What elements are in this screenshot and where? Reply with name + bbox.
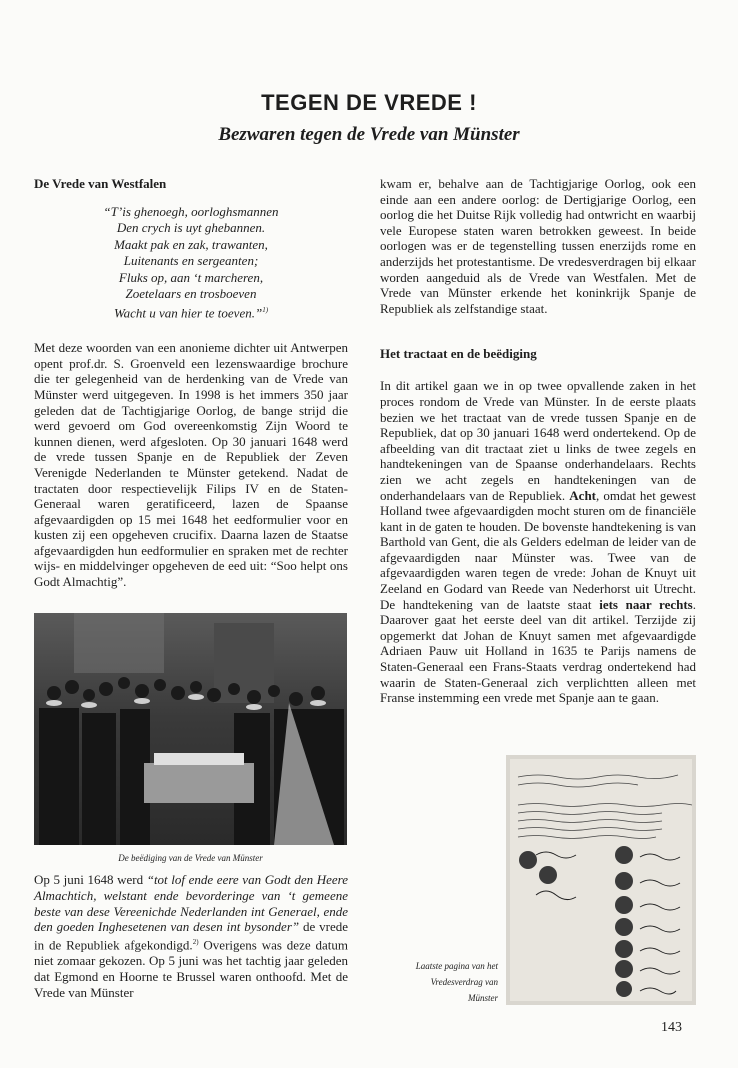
text-run: Overigens was deze datum niet zomaar gekozen. Op 5 juni was het tachtig jaar geleden dat Egmond en Hoorne te Brussel waren onthoofd. Met de Vrede van Münster <box>34 937 348 1000</box>
left-column <box>34 176 348 590</box>
quote-text: “tot lof ende eere van Godt den Heere Almachtich, welstant ende bevorderinge van ‘t gemeene beste van dese Vereenichde Nederlanden int Generael, ende den goeden Inghesetenen van desen int bysonder” <box>34 872 348 935</box>
painting-caption: De beëdiging van de Vrede van Münster <box>118 853 263 863</box>
caption-line: Münster <box>468 993 498 1003</box>
right-column <box>380 176 696 706</box>
poem-line: Zoetelaars en trosboeven <box>125 286 257 302</box>
article-subtitle: Bezwaren tegen de Vrede van Münster <box>218 124 520 145</box>
text-run: In dit artikel gaan we in op twee opvallende zaken in het proces rondom de Vrede van Münster. In de eerste plaats bezien we het tractaat van de vrede tussen Spanje en de Republiek, dat op 30 januari 1648 werd ondertekend. Op de afbeelding van dit tractaat ziet u links de twee zegels en handtekeningen van de Spaanse onderhandelaars. Rechts zien we acht zegels en handtekeningen van de onderhandelaars van de Republiek. <box>380 378 696 503</box>
westfalen-paragraph: kwam er, behalve aan de Tachtigjarige Oorlog, ook een einde aan een andere oorlog: de Dertigjarige Oorlog, een oorlog die het Duitse Rijk volledig had ontwricht en waarbij vele Europese staten waren betrokken geweest. In beide oorlogen was er de tegenstelling tussen enerzijds rome en anderzijds het protestantisme. De vredesverdragen bij elkaar worden aangeduid als de Vrede van Westfalen. Met de Vrede van Münster erkende het koninkrijk Spanje de Republiek als zelfstandige staat. <box>380 176 696 316</box>
poem-line: Maakt pak en zak, trawanten, <box>114 236 268 252</box>
poem-line: Den crych is uyt ghebannen. <box>116 220 266 236</box>
proclamation-paragraph <box>34 872 348 1001</box>
caption-line: Laatste pagina van het <box>415 961 498 971</box>
article-title: TEGEN DE VREDE ! <box>261 90 477 115</box>
poem-line-text: Wacht u van hier te toeven.” <box>113 305 263 321</box>
text-run: . Daarover gaat het eerste deel van dit artikel. Terzijde zij opgemerkt dat Johan de Knuyt samen met afgevaardigde Adriaen Pauw uit Holland in 1635 te Parijs namens de Staten-Generaal een Frans-Staats verdrag ondertekend had waarin de Staten-Generaal zich verplichtten alleen met Franse instemming een vrede met Spanje aan te gaan. <box>380 596 696 706</box>
document-caption <box>380 958 498 1006</box>
section-heading-tractaat: Het tractaat en de beëdiging <box>380 346 537 362</box>
text-run: , omdat het gewest Holland twee afgevaardigden mocht sturen om de financiële kant in de gaten te houden. De bovenste handtekening is van Barthold van Gent, die als Gelders edelman de leider van de afgevaardigden naar Münster was. Twee van de afgevaardigden waren tegen de vrede: Johan de Knuyt uit Zeeland en Godard van Reede van Nederhorst uit Utrecht. De handtekening van de laatste staat <box>380 487 696 612</box>
left-column-lower <box>34 872 348 1001</box>
text-run: de vrede in de Republiek afgekondigd. <box>34 919 348 953</box>
oath-painting-image <box>34 613 347 845</box>
section-heading-westfalen: De Vrede van Westfalen <box>34 176 167 191</box>
text-run: Op 5 juni 1648 werd <box>34 872 147 887</box>
caption-line: Vredesverdrag van <box>430 977 498 987</box>
bold-text: Acht <box>569 487 596 503</box>
tractaat-paragraph <box>380 378 696 705</box>
page-number: 143 <box>661 1020 682 1035</box>
poem-line: “T’is ghenoegh, oorloghsmannen <box>103 204 279 219</box>
intro-paragraph: Met deze woorden van een anonieme dichter uit Antwerpen opent prof.dr. S. Groenveld een lezenswaardige brochure die ter gelegenheid van de herdenking van de Vrede van Münster werd uitgegeven. In 1998 is het immers 350 jaar geleden dat de Tachtigjarige Oorlog, de bange strijd die werd gevoerd om God overeenkomstig Zijn Woord te kunnen dienen, werd afgesloten. Op 30 januari 1648 werd de vrede tussen Spanje en de Republiek der Zeven Verenigde Nederlanden te Münster getekend. Nadat de tractaten door respectievelijk Filips IV en de Staten-Generaal waren geratificeerd, lazen de Spaanse afgevaardigden op 15 mei 1648 het eedformulier voor en kusten zij een opgeheven crucifix. Daarna lazen de Staatse afgevaardigden hun eedformulier en spraken met de rechter wijs- en middelvinger opgeheven de eed uit: “Soo helpt ons Godt Almachtig”. <box>34 340 348 590</box>
bold-text: iets naar rechts <box>599 596 693 612</box>
footnote-marker: 2) <box>192 938 199 947</box>
poem-line <box>34 302 348 322</box>
treaty-document-image <box>506 755 696 1005</box>
footnote-marker: 1) <box>262 306 269 315</box>
poem-line: Luitenants en sergeanten; <box>123 253 259 269</box>
poem-line: Fluks op, aan ‘t marcheren, <box>118 269 264 285</box>
poem <box>34 204 348 322</box>
